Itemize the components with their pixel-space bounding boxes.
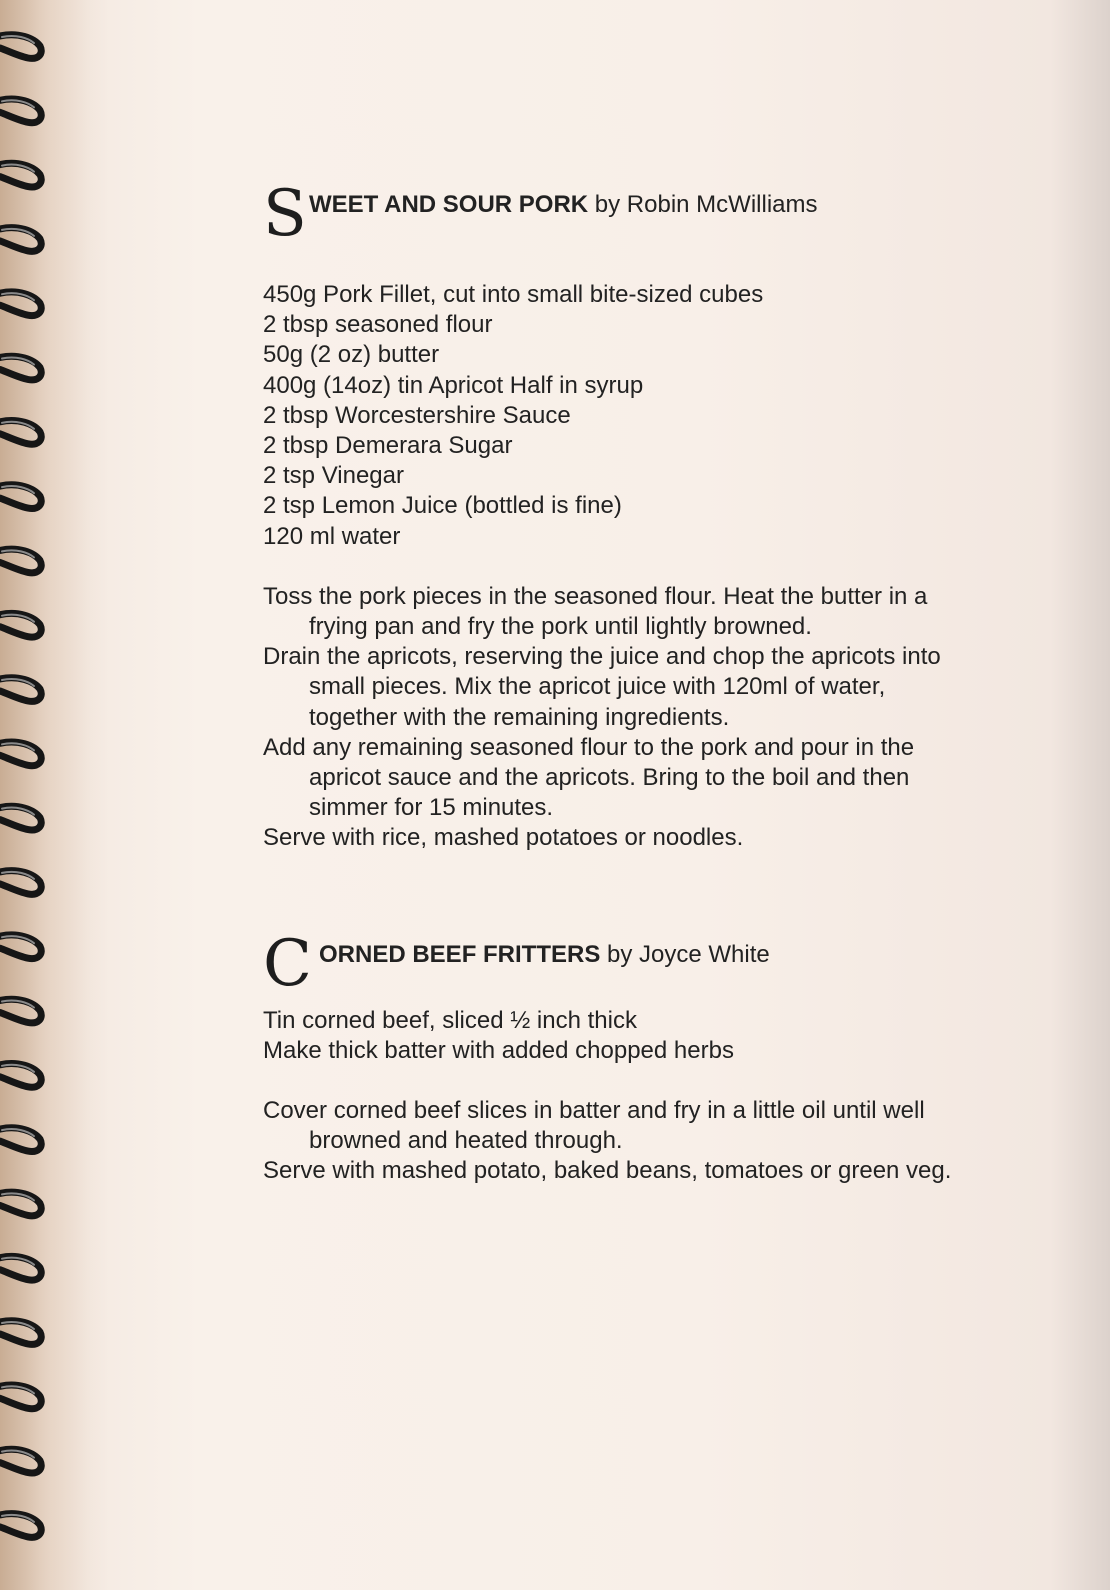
ingredient-item: 2 tsp Vinegar bbox=[263, 462, 404, 490]
spiral-coil bbox=[0, 35, 41, 59]
recipe-title bbox=[263, 177, 963, 256]
ingredient-item: 120 ml water bbox=[263, 522, 401, 550]
spiral-coil bbox=[0, 806, 41, 830]
recipe-sweet-and-sour-pork bbox=[263, 177, 963, 854]
spiral-coil bbox=[0, 999, 41, 1023]
method-step: Add any remaining seasoned flour to the pork and pour in the apricot sauce and the apricots. Bring to the boil and then simmer for 15 minutes. bbox=[263, 733, 915, 822]
title-line bbox=[309, 190, 818, 220]
method-steps bbox=[263, 1096, 963, 1187]
recipe-title bbox=[263, 926, 963, 1006]
recipe-author: by Robin McWilliams bbox=[588, 191, 818, 218]
spiral-coil bbox=[0, 163, 41, 187]
spiral-coil bbox=[0, 228, 41, 252]
recipe-author: by Joyce White bbox=[600, 940, 770, 968]
ingredient-item: 2 tsp Lemon Juice (bottled is fine) bbox=[263, 492, 622, 520]
recipe-spacer bbox=[263, 854, 963, 940]
spiral-coil bbox=[0, 292, 41, 316]
spiral-binding bbox=[0, 0, 70, 1590]
spiral-coil bbox=[0, 99, 41, 123]
ingredient-item: 50g (2 oz) butter bbox=[263, 341, 440, 369]
spiral-coil bbox=[0, 935, 41, 959]
spiral-coil bbox=[0, 1514, 41, 1538]
ingredient-item: 400g (14oz) tin Apricot Half in syrup bbox=[263, 371, 644, 399]
method-step: Cover corned beef slices in batter and fry in a little oil until well browned and heated through. bbox=[263, 1097, 925, 1155]
spiral-coil bbox=[0, 421, 41, 445]
spiral-coil bbox=[0, 1256, 41, 1280]
ingredient-item: 2 tbsp Demerara Sugar bbox=[263, 432, 513, 460]
spiral-coil bbox=[0, 1321, 41, 1345]
recipe-corned-beef-fritters bbox=[263, 926, 963, 1187]
recipe-name: WEET AND SOUR PORK bbox=[309, 191, 589, 218]
spiral-coil bbox=[0, 485, 41, 509]
method-step: Serve with mashed potato, baked beans, tomatoes or green veg. bbox=[263, 1157, 952, 1185]
ingredient-item: Make thick batter with added chopped herbs bbox=[263, 1036, 734, 1064]
method-steps bbox=[263, 582, 963, 854]
method-step: Toss the pork pieces in the seasoned flour. Heat the butter in a frying pan and fry the pork until lightly browned. bbox=[263, 582, 928, 641]
title-line bbox=[319, 940, 770, 970]
spiral-coil bbox=[0, 356, 41, 380]
spiral-coil bbox=[0, 613, 41, 637]
recipe-name: ORNED BEEF FRITTERS bbox=[319, 940, 601, 968]
ingredient-item: 2 tbsp seasoned flour bbox=[263, 311, 493, 339]
spiral-coil bbox=[0, 678, 41, 702]
spiral-coil bbox=[0, 871, 41, 895]
page-content bbox=[263, 177, 963, 1187]
spiral-coil bbox=[0, 549, 41, 573]
spiral-coil bbox=[0, 1064, 41, 1088]
dropcap-letter: C bbox=[263, 926, 312, 1001]
ingredient-list bbox=[263, 280, 963, 552]
spiral-coil bbox=[0, 1128, 41, 1152]
method-step: Serve with rice, mashed potatoes or noodles. bbox=[263, 824, 744, 852]
spiral-coil bbox=[0, 1385, 41, 1409]
spiral-coil bbox=[0, 1192, 41, 1216]
ingredient-item: 450g Pork Fillet, cut into small bite-sized cubes bbox=[263, 281, 764, 308]
ingredient-item: 2 tbsp Worcestershire Sauce bbox=[263, 401, 571, 429]
ingredient-item: Tin corned beef, sliced ½ inch thick bbox=[263, 1006, 637, 1034]
spiral-coil bbox=[0, 742, 41, 766]
method-step: Drain the apricots, reserving the juice and chop the apricots into small pieces. Mix the apricot juice with 120ml of water, together with the remaining ingredients. bbox=[263, 643, 941, 731]
dropcap-letter: S bbox=[263, 177, 307, 251]
spiral-coil bbox=[0, 1449, 41, 1473]
ingredient-list bbox=[263, 1006, 963, 1066]
